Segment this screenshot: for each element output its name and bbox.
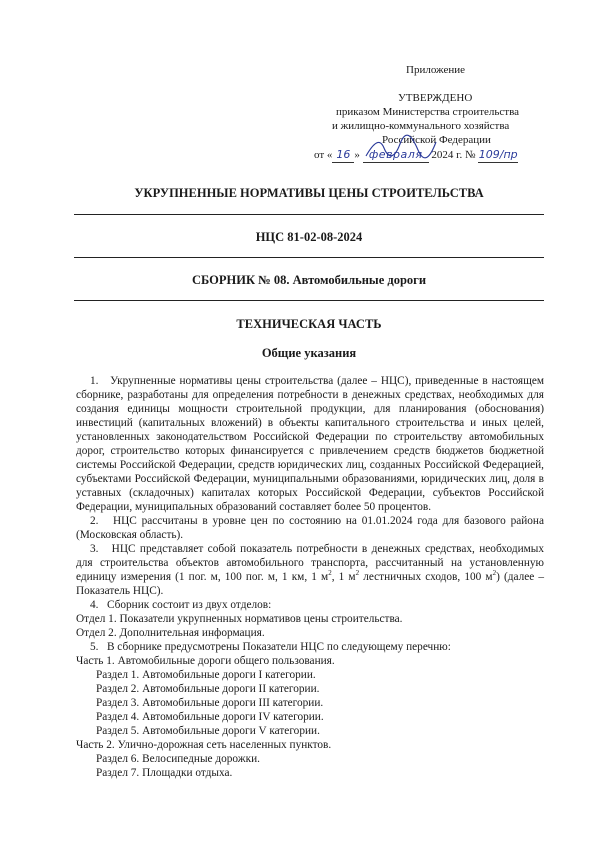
section-3: Раздел 3. Автомобильные дороги III категории. [96,697,324,709]
superscript-2: 2 [492,569,497,578]
superscript-2: 2 [328,569,332,578]
date-mid: » [354,149,360,161]
paragraph-5: 5. В сборнике предусмотрены Показатели НЦС по следующему перечню: [90,641,451,653]
paragraph-1: 1. Укрупненные нормативы цены строительства (далее – НЦС), приведенные в настоящем сборнике, разработаны для определения потребности в денежных средствах, необходимых для создания единицы мощности строительной продукции, для планирования (обоснования) инвестиций (капитальных вложений) в объекты капитального строительства и иных целей, установленных законодательством Российской Федерации по строительству автомобильных дорог, строительство которых финансируется с привлечением средств бюджетов бюджетной системы Российской Федерации, средств юридических лиц, созданных Российской Федерацией, субъектами Российской Федерации, муниципальными образованиями, юридических лиц, доля в уставных (складочных) капиталах которых Российской Федерации, субъектов Российской Федерации, муниципальных образований составляет более 50 процентов. [76,375,544,513]
paragraph-2: 2. НЦС рассчитаны в уровне цен по состоянию на 01.01.2024 года для базового района (Московская область). [76,515,544,541]
paragraph-4: 4. Сборник состоит из двух отделов: [90,599,272,611]
divider-2 [74,257,544,258]
general-instructions [76,374,544,780]
section-title: ТЕХНИЧЕСКАЯ ЧАСТЬ [236,317,382,331]
appendix-label: Приложение [406,64,466,76]
superscript-2: 2 [355,569,360,578]
paragraph-3-part-c: лестничных сходов, 100 м [359,571,493,583]
divider-3 [74,300,544,301]
handwritten-order-number: 109/пр [478,148,518,161]
approval-line-2: и жилищно-коммунального хозяйства [332,120,510,132]
section-2: Раздел 2. Автомобильные дороги II категории. [96,683,320,695]
approval-line-1: приказом Министерства строительства [336,106,520,118]
part-2: Часть 2. Улично-дорожная сеть населенных пунктов. [76,739,332,751]
part-1: Часть 1. Автомобильные дороги общего пользования. [76,655,335,667]
paragraph-3-part-d: ) (далее – Показатель НЦС). [76,571,545,597]
document-title: УКРУПНЕННЫЕ НОРМАТИВЫ ЦЕНЫ СТРОИТЕЛЬСТВА [134,186,484,200]
section-5: Раздел 5. Автомобильные дороги V категории. [96,725,320,737]
date-prefix: от « [314,149,333,161]
paragraph-3 [76,542,544,598]
paragraph-3-part-a: 3. НЦС представляет собой показатель потребности в денежных средствах, необходимых для строительства объектов автомобильного транспорта, рассчитанный на установленную единицу измерения (1 пог. м, 100 пог. м, 1 км, 1 м [76,543,544,583]
department-2: Отдел 2. Дополнительная информация. [76,627,265,639]
section-6: Раздел 6. Велосипедные дорожки. [96,753,260,765]
date-year: 2024 г. № [431,149,476,161]
department-1: Отдел 1. Показатели укрупненных нормативов цены строительства. [76,613,403,625]
section-7: Раздел 7. Площадки отдыха. [96,767,233,779]
handwritten-month: февраля [363,148,429,163]
document-code: НЦС 81-02-08-2024 [255,230,363,244]
paragraph-3-part-b: , 1 м [331,571,356,583]
section-1: Раздел 1. Автомобильные дороги I категории. [96,669,316,681]
subsection-title: Общие указания [261,346,357,360]
approval-line-3: Российской Федерации [382,134,491,146]
approved-label: УТВЕРЖДЕНО [398,92,473,104]
divider-1 [74,214,544,215]
section-4: Раздел 4. Автомобильные дороги IV категории. [96,711,324,723]
handwritten-scribble [360,132,440,164]
handwritten-day: 16 [332,148,354,163]
collection-title: СБОРНИК № 08. Автомобильные дороги [191,273,427,287]
